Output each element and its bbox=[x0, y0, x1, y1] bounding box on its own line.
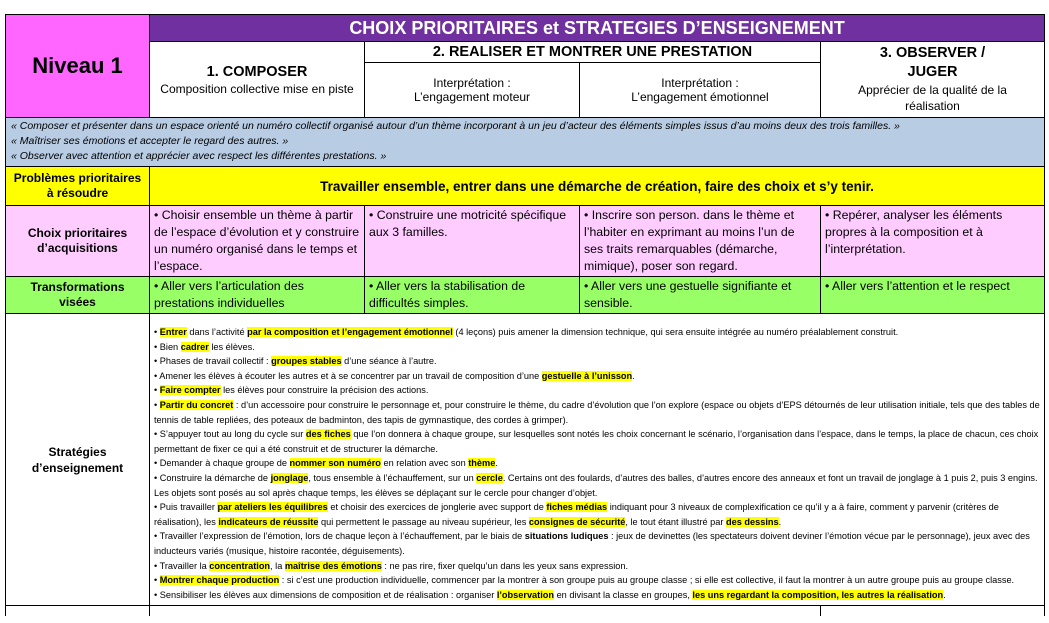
interpretation-emotionnel bbox=[580, 63, 821, 118]
strategy-item bbox=[154, 340, 1040, 355]
title-row bbox=[6, 15, 1045, 42]
quote-line: « Maîtriser ses émotions et accepter le regard des autres. » bbox=[11, 135, 289, 147]
problemes-row bbox=[6, 167, 1045, 206]
text-run: indiquant pour 3 niveaux de complexification ce qu’il y a à faire, comment y parvenir (critères de réalisation), les bbox=[154, 502, 999, 527]
transformations-row bbox=[6, 277, 1045, 314]
text-run: . bbox=[778, 516, 782, 527]
text-run: , la bbox=[270, 560, 285, 571]
interpretation-moteur bbox=[365, 63, 580, 118]
highlighted-text: thème bbox=[468, 458, 496, 469]
highlighted-text: cercle bbox=[476, 472, 503, 483]
strategy-item bbox=[154, 325, 1040, 340]
choix-cell-emotionnel: • Inscrire son person. dans le thème et l’habiter en exprimant au moins l’un de ses traits remarquables (démarche, mimique), poser son regard. bbox=[580, 206, 821, 277]
text-run: les élèves pour construire la précision des actions. bbox=[220, 385, 429, 396]
text-run: • Amener les élèves à écouter les autres et à se concentrer par un travail de composition d’une bbox=[154, 370, 542, 381]
text-run: : ne pas rire, fixer quelqu’un dans les yeux sans expression. bbox=[381, 560, 629, 571]
page-title: CHOIX PRIORITAIRES et STRATEGIES D’ENSEIGNEMENT bbox=[150, 15, 1045, 42]
transformations-label-line2: visées bbox=[59, 295, 96, 309]
text-run: . bbox=[632, 370, 635, 381]
highlighted-text: Faire compter bbox=[159, 385, 221, 396]
problemes-text: Travailler ensemble, entrer dans une démarche de création, faire des choix et s’y tenir. bbox=[150, 167, 1045, 206]
strategy-item bbox=[154, 588, 1040, 603]
strategy-item bbox=[154, 500, 1040, 529]
text-run: • Phases de travail collectif : bbox=[154, 356, 272, 367]
highlighted-text: par ateliers les équilibres bbox=[217, 502, 328, 513]
text-run: • Travailler l’expression de l’émotion, lors de chaque leçon à l’échauffement, par le biais de bbox=[154, 531, 525, 542]
text-run: , tous ensemble à l’échauffement, sur un bbox=[308, 472, 477, 483]
composer-title: 1. COMPOSER bbox=[206, 63, 308, 80]
composer-subtitle: Composition collective mise en piste bbox=[160, 81, 354, 96]
text-run: en relation avec son bbox=[380, 458, 469, 469]
observer-title-line2: JUGER bbox=[907, 64, 958, 80]
section-composer bbox=[150, 42, 365, 118]
bold-text: situations ludiques bbox=[524, 531, 609, 542]
choix-cell-observer: • Repérer, analyser les éléments propres à la composition et à l’interprétation. bbox=[821, 206, 1045, 277]
transformations-label bbox=[6, 277, 150, 314]
highlighted-text: des dessins bbox=[726, 516, 779, 527]
document bbox=[5, 14, 1044, 616]
strategy-item bbox=[154, 456, 1040, 471]
strategy-item bbox=[154, 369, 1040, 384]
highlighted-text: indicateurs de réussite bbox=[218, 516, 319, 527]
text-run: • Construire la démarche de bbox=[154, 472, 271, 483]
text-run: que l’on donnera à chaque groupe, sur lesquelles sont notés les choix concernant le scénario, l’organisation dans l’espace, dans le temps, la place de chacun, ces choix permettant de fixer ce qui a été construit et de structurer la démarche. bbox=[154, 429, 1039, 454]
transformations-cell-moteur: • Aller vers la stabilisation de difficultés simples. bbox=[365, 277, 580, 314]
next-row-label bbox=[6, 606, 150, 617]
moteur-line1: Interprétation : bbox=[433, 76, 511, 90]
highlighted-text: fiches médias bbox=[546, 502, 608, 513]
highlighted-text: Entrer bbox=[159, 327, 187, 337]
highlighted-text: groupes stables bbox=[271, 356, 342, 367]
strategy-item bbox=[154, 471, 1040, 500]
text-run: • Puis travailler bbox=[154, 502, 218, 513]
text-run: : d’un accessoire pour construire le personnage et, pour construire le thème, du cadre d’évolution que l’on explore (espace ou objets d’EPS détournés de leur utilisation initiale, tels que des tables de tennis de table repliées, des poteaux de badminton, des tapis de gymnastique, des cordes à grimper). bbox=[154, 399, 1040, 425]
emotionnel-line2: L’engagement émotionnel bbox=[631, 90, 769, 104]
realiser-title: 2. REALISER ET MONTRER UNE PRESTATION bbox=[365, 42, 821, 63]
strategy-item bbox=[154, 383, 1040, 398]
observer-subtitle-line1: Apprécier de la qualité de la bbox=[858, 83, 1007, 97]
strategies-list bbox=[154, 325, 1040, 602]
text-run: en divisant la classe en groupes, bbox=[554, 589, 693, 600]
text-run: (4 leçons) puis amener la dimension technique, qui sera ensuite intégrée au numéro préalablement construit. bbox=[452, 327, 899, 337]
strategies-label-line2: d’enseignement bbox=[31, 460, 124, 475]
choix-row bbox=[6, 206, 1045, 277]
text-run: , le tout étant illustré par bbox=[625, 516, 726, 527]
transformations-cell-observer: • Aller vers l’attention et le respect bbox=[821, 277, 1045, 314]
highlighted-text: l’observation bbox=[496, 589, 555, 600]
text-run: • S’appuyer tout au long du cycle sur bbox=[154, 429, 306, 440]
next-row-edge bbox=[6, 606, 1045, 617]
text-run: • bbox=[154, 575, 160, 586]
strategies-label-line1: Stratégies bbox=[48, 444, 107, 459]
text-run: dans l’activité bbox=[186, 327, 248, 337]
text-run: : jeux de devinettes (les spectateurs doivent deviner l’émotion vécue par le personnage), jeux avec des inducteurs variés (musique, histoire racontée, déguisements). bbox=[154, 531, 1030, 556]
text-run: . Certains ont des foulards, d’autres des balles, d’autres encore des anneaux et font un travail de jonglage à 1 puis 2, puis 3 engins. Les objets sont posés au sol après chaque temps, les élèves se déplaçant sur le cercle pour changer d’objet. bbox=[154, 472, 1038, 498]
choix-label-line1: Choix prioritaires bbox=[27, 226, 128, 240]
problemes-label-line2: à résoudre bbox=[46, 186, 109, 200]
text-run: • bbox=[154, 327, 160, 337]
choix-cell-composer: • Choisir ensemble un thème à partir de l’espace d’évolution et y construire un numéro organisé dans le temps et l’espace. bbox=[150, 206, 365, 277]
choix-cell-moteur: • Construire une motricité spécifique aux 3 familles. bbox=[365, 206, 580, 277]
moteur-line2: L’engagement moteur bbox=[413, 90, 531, 104]
quote-line: « Composer et présenter dans un espace orienté un numéro collectif organisé autour d’un thème incorporant à un jeu d’acteur des éléments simples issus d’au moins deux des trois familles. » bbox=[11, 120, 900, 132]
strategy-item bbox=[154, 427, 1040, 456]
highlighted-text: par la composition et l’engagement émotionnel bbox=[247, 327, 453, 337]
quotes-row bbox=[6, 118, 1045, 167]
emotionnel-line1: Interprétation : bbox=[661, 76, 739, 90]
strategies-content bbox=[150, 314, 1045, 606]
text-run: • bbox=[154, 399, 160, 410]
text-run: • Sensibiliser les élèves aux dimensions de composition et de réalisation : organiser bbox=[154, 589, 497, 600]
problemes-label-line1: Problèmes prioritaires bbox=[13, 171, 142, 185]
next-row-extra bbox=[821, 606, 1045, 617]
section-observer bbox=[821, 42, 1045, 118]
text-run: les élèves. bbox=[208, 341, 255, 352]
observer-title-line1: 3. OBSERVER / bbox=[879, 45, 986, 61]
strategy-item bbox=[154, 354, 1040, 369]
highlighted-text: Partir du concret bbox=[159, 399, 234, 410]
highlighted-text: les uns regardant la composition, les autres la réalisation bbox=[692, 589, 944, 600]
highlighted-text: consignes de sécurité bbox=[528, 516, 626, 527]
transformations-cell-emotionnel: • Aller vers une gestuelle signifiante et sensible. bbox=[580, 277, 821, 314]
strategy-item bbox=[154, 559, 1040, 574]
text-run: : si c’est une production individuelle, commencer par la montrer à son groupe puis au groupe classe ; si elle est collective, il faut la montrer à un autre groupe puis au groupe classe. bbox=[279, 575, 1015, 586]
transformations-label-line1: Transformations bbox=[30, 280, 125, 294]
highlighted-text: jonglage bbox=[270, 472, 309, 483]
strategy-item bbox=[154, 529, 1040, 558]
highlighted-text: gestuelle à l’unisson bbox=[541, 370, 633, 381]
transformations-cell-composer: • Aller vers l’articulation des prestations individuelles bbox=[150, 277, 365, 314]
highlighted-text: concentration bbox=[209, 560, 271, 571]
niveau-label: Niveau 1 bbox=[6, 15, 150, 118]
highlighted-text: maîtrise des émotions bbox=[284, 560, 382, 571]
text-run: • Demander à chaque groupe de bbox=[154, 458, 290, 469]
next-row-content bbox=[150, 606, 821, 617]
text-run: . bbox=[943, 589, 946, 600]
highlighted-text: nommer son numéro bbox=[289, 458, 381, 469]
strategies-label bbox=[6, 314, 150, 606]
strategies-row bbox=[6, 314, 1045, 606]
highlighted-text: Montrer chaque production bbox=[159, 575, 280, 586]
text-run: qui permettent le passage au niveau supérieur, les bbox=[318, 516, 529, 527]
problemes-label bbox=[6, 167, 150, 206]
section-header-row bbox=[6, 42, 1045, 63]
text-run: et choisir des exercices de jonglerie avec support de bbox=[327, 502, 547, 513]
strategy-item bbox=[154, 398, 1040, 427]
highlighted-text: cadrer bbox=[180, 341, 209, 352]
strategy-item bbox=[154, 573, 1040, 588]
highlighted-text: des fiches bbox=[305, 429, 351, 440]
priorities-table bbox=[5, 14, 1045, 616]
choix-label bbox=[6, 206, 150, 277]
text-run: • Travailler la bbox=[154, 560, 210, 571]
text-run: • bbox=[154, 385, 160, 396]
quote-line: « Observer avec attention et apprécier avec respect les différentes prestations. » bbox=[11, 150, 387, 162]
text-run: • Bien bbox=[154, 341, 181, 352]
observer-subtitle-line2: réalisation bbox=[905, 99, 960, 113]
competence-quotes bbox=[6, 118, 1045, 167]
text-run: . bbox=[495, 458, 498, 469]
text-run: d’une séance à l’autre. bbox=[341, 356, 437, 367]
choix-label-line2: d’acquisitions bbox=[37, 241, 118, 255]
